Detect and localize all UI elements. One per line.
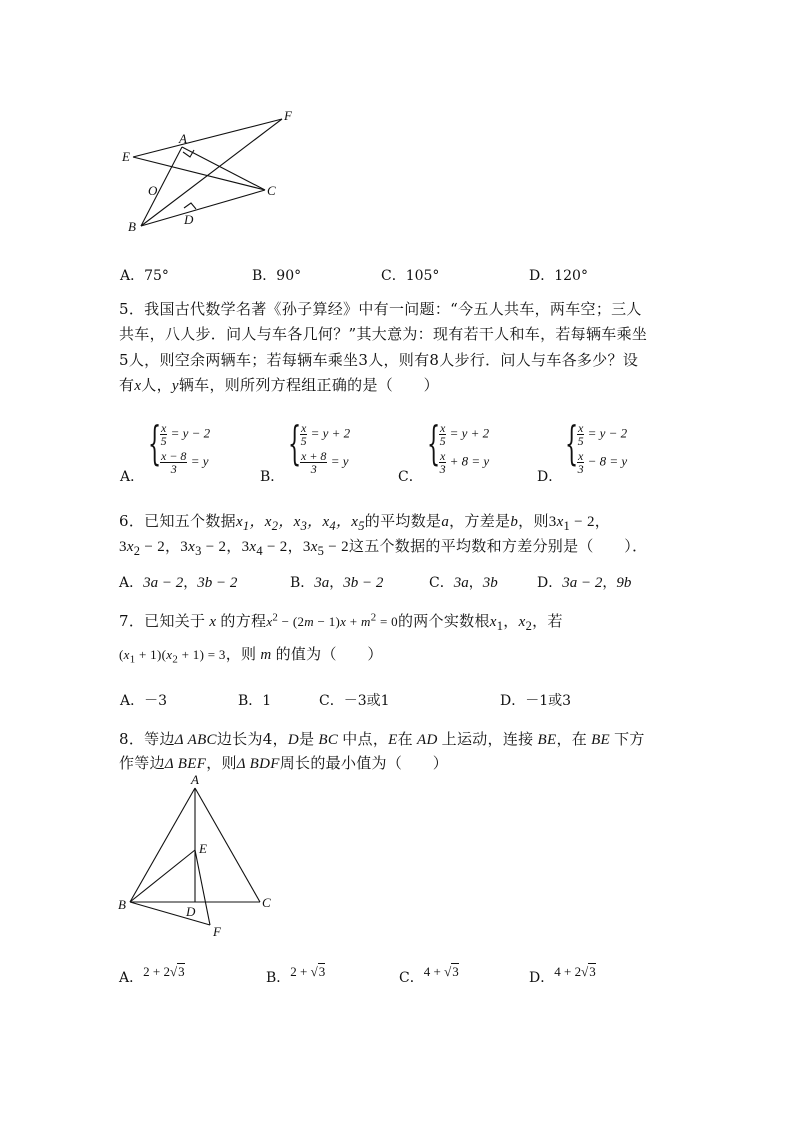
q5-line1: 5．我国古代数学名著《孙子算经》中有一问题：“今五人共车，两车空；三人 xyxy=(119,300,642,318)
q8-text: 边长为4， xyxy=(216,730,288,748)
label-E: E xyxy=(199,841,207,856)
q5-equation-system: { $\frac{x}{5}$ = y + 2 $\frac{x}{3}$ + 8 = y xyxy=(427,416,490,476)
q8-text: 是 xyxy=(299,730,315,748)
q6-text: 6．已知五个数据 xyxy=(119,512,236,530)
label-A: A xyxy=(179,131,187,146)
q5-line2: 共车，八人步．问人与车各几何？”其大意为：现有若干人和车，若每辆车乘坐 xyxy=(119,325,648,343)
q8-option: B．2 + √3 xyxy=(266,964,326,986)
q5-equation-system: { $\frac{x}{5}$ = y − 2 $\frac{x}{3}$ − 8 = y xyxy=(565,416,628,476)
q7-text: ，若 xyxy=(532,612,563,630)
q4-option-b: B．90° xyxy=(252,268,302,284)
label-C: C xyxy=(262,895,271,910)
q5-text: 有 xyxy=(119,376,135,394)
q7-option-a: A．－3 xyxy=(120,693,168,709)
label-D: D xyxy=(184,212,194,227)
q5-option-label: B． xyxy=(260,469,285,485)
brace-icon: { xyxy=(288,416,302,470)
q7-text: 的两个实数根 xyxy=(397,612,490,630)
q7-condition: $(x_1 + 1)(x_2 + 1) = 3$ xyxy=(119,647,226,666)
q8-text: ，则 xyxy=(206,754,237,772)
q6-line1 xyxy=(119,510,610,534)
q7-line2: $(x_1 + 1)(x_2 + 1) = 3$，则 m 的值为（ ） xyxy=(119,645,383,666)
q8-line1: 8．等边Δ ABC边长为4，D是 BC 中点，E在 AD 上运动，连接 BE，在 BE 下方 xyxy=(119,730,645,748)
brace-icon: { xyxy=(148,416,162,470)
q8-text: 在 xyxy=(397,730,413,748)
q5-equation-system: { $\frac{x}{5}$ = y + 2 $\frac{x + 8}{3}$ = y xyxy=(288,416,351,476)
q6-option: C．3a，3b xyxy=(429,575,498,591)
q5-line4 xyxy=(119,374,439,395)
q8-text: 上运动，连接 xyxy=(441,730,534,748)
q6-option: D．3a − 2，9b xyxy=(537,575,632,591)
q5-option-label: A． xyxy=(120,469,145,485)
label-D: D xyxy=(186,904,196,919)
q7-option-d: D．－1或3 xyxy=(500,693,572,709)
q5-equation-system: { $\frac{x}{5}$ = y − 2 $\frac{x - 8}{3}$ = y xyxy=(148,416,211,476)
q4-option-a: A．75° xyxy=(120,268,169,284)
q8-line2: 作等边Δ BEF，则Δ BDF周长的最小值为（ ） xyxy=(119,754,449,772)
q8-text: 作等边 xyxy=(119,754,165,772)
q6-text: ，方差是 xyxy=(449,512,511,530)
label-C: C xyxy=(267,183,276,198)
q7-text: 的方程 xyxy=(220,612,267,630)
q7-text: ，则 xyxy=(225,645,257,663)
q6-expr: $3x_1 - 2$， xyxy=(548,514,611,533)
q8-option: A．2 + 2√3 xyxy=(119,964,185,986)
q4-option-c: C．105° xyxy=(381,268,440,284)
q6-text: 这五个数据的平均数和方差分别是（ ）． xyxy=(348,537,648,555)
figure-triangle xyxy=(115,770,275,940)
q5-text: 辆车，则所列方程组正确的是（ ） xyxy=(178,376,439,394)
label-E: E xyxy=(122,149,130,164)
q6-text: 的平均数是 xyxy=(364,512,442,530)
q8-text: 8．等边 xyxy=(119,730,175,748)
label-B: B xyxy=(128,219,136,234)
label-B: B xyxy=(118,897,126,912)
q5-text: 人， xyxy=(141,376,172,394)
q7-text: 的值为（ ） xyxy=(275,645,383,663)
q6-text: ，则 xyxy=(518,512,549,530)
q6-var-b: b xyxy=(510,514,519,530)
q8-text: 周长的最小值为（ ） xyxy=(279,754,449,772)
q8-text: 下方 xyxy=(614,730,645,748)
q6-line2: $3x_2 - 2$，$3x_3 - 2$，$3x_4 - 2$，$3x_5 - 2$这五个数据的平均数和方差分别是（ ）． xyxy=(119,537,648,558)
q4-option-d: D．120° xyxy=(529,268,588,284)
q8-text: ，在 xyxy=(556,730,588,748)
q7-text: 7．已知关于 xyxy=(119,612,206,630)
label-O: O xyxy=(148,183,158,198)
q8-option: C．4 + √3 xyxy=(399,964,459,986)
q5-var-x: x xyxy=(134,378,142,394)
q5-option-label: D． xyxy=(537,469,563,485)
label-A: A xyxy=(191,772,199,787)
q5-line3: 5人，则空余两辆车；若每辆车乘坐3人，则有8人步行．问人与车各多少？设 xyxy=(119,351,639,369)
q8-option: D．4 + 2√3 xyxy=(529,964,596,986)
q5-var-y: y xyxy=(171,378,179,394)
q7-line1: 7．已知关于 x 的方程$x^2 - (2m - 1)x + m^2 = 0$的两个实数根$x_1$，$x_2$，若 xyxy=(119,611,563,633)
q7-option-c: C．－3或1 xyxy=(319,693,390,709)
brace-icon: { xyxy=(565,416,579,470)
q7-equation: $x^2 - (2m - 1)x + m^2 = 0$ xyxy=(266,611,398,629)
q7-roots: $x_1$，$x_2$ xyxy=(489,614,533,633)
q6-data: $x_1$，$x_2$，$x_3$，$x_4$，$x_5$ xyxy=(235,514,365,533)
figure-parallelogram xyxy=(115,105,305,240)
q5-option-label: C． xyxy=(398,469,423,485)
label-F: F xyxy=(284,108,292,123)
q7-option-b: B．1 xyxy=(238,693,272,709)
q6-option: B．3a，3b − 2 xyxy=(290,575,384,591)
brace-icon: { xyxy=(427,416,441,470)
q6-var-a: a xyxy=(441,514,450,530)
label-F: F xyxy=(213,924,221,939)
q8-text: 中点， xyxy=(342,730,389,748)
q6-option: A．3a − 2，3b − 2 xyxy=(119,575,238,591)
